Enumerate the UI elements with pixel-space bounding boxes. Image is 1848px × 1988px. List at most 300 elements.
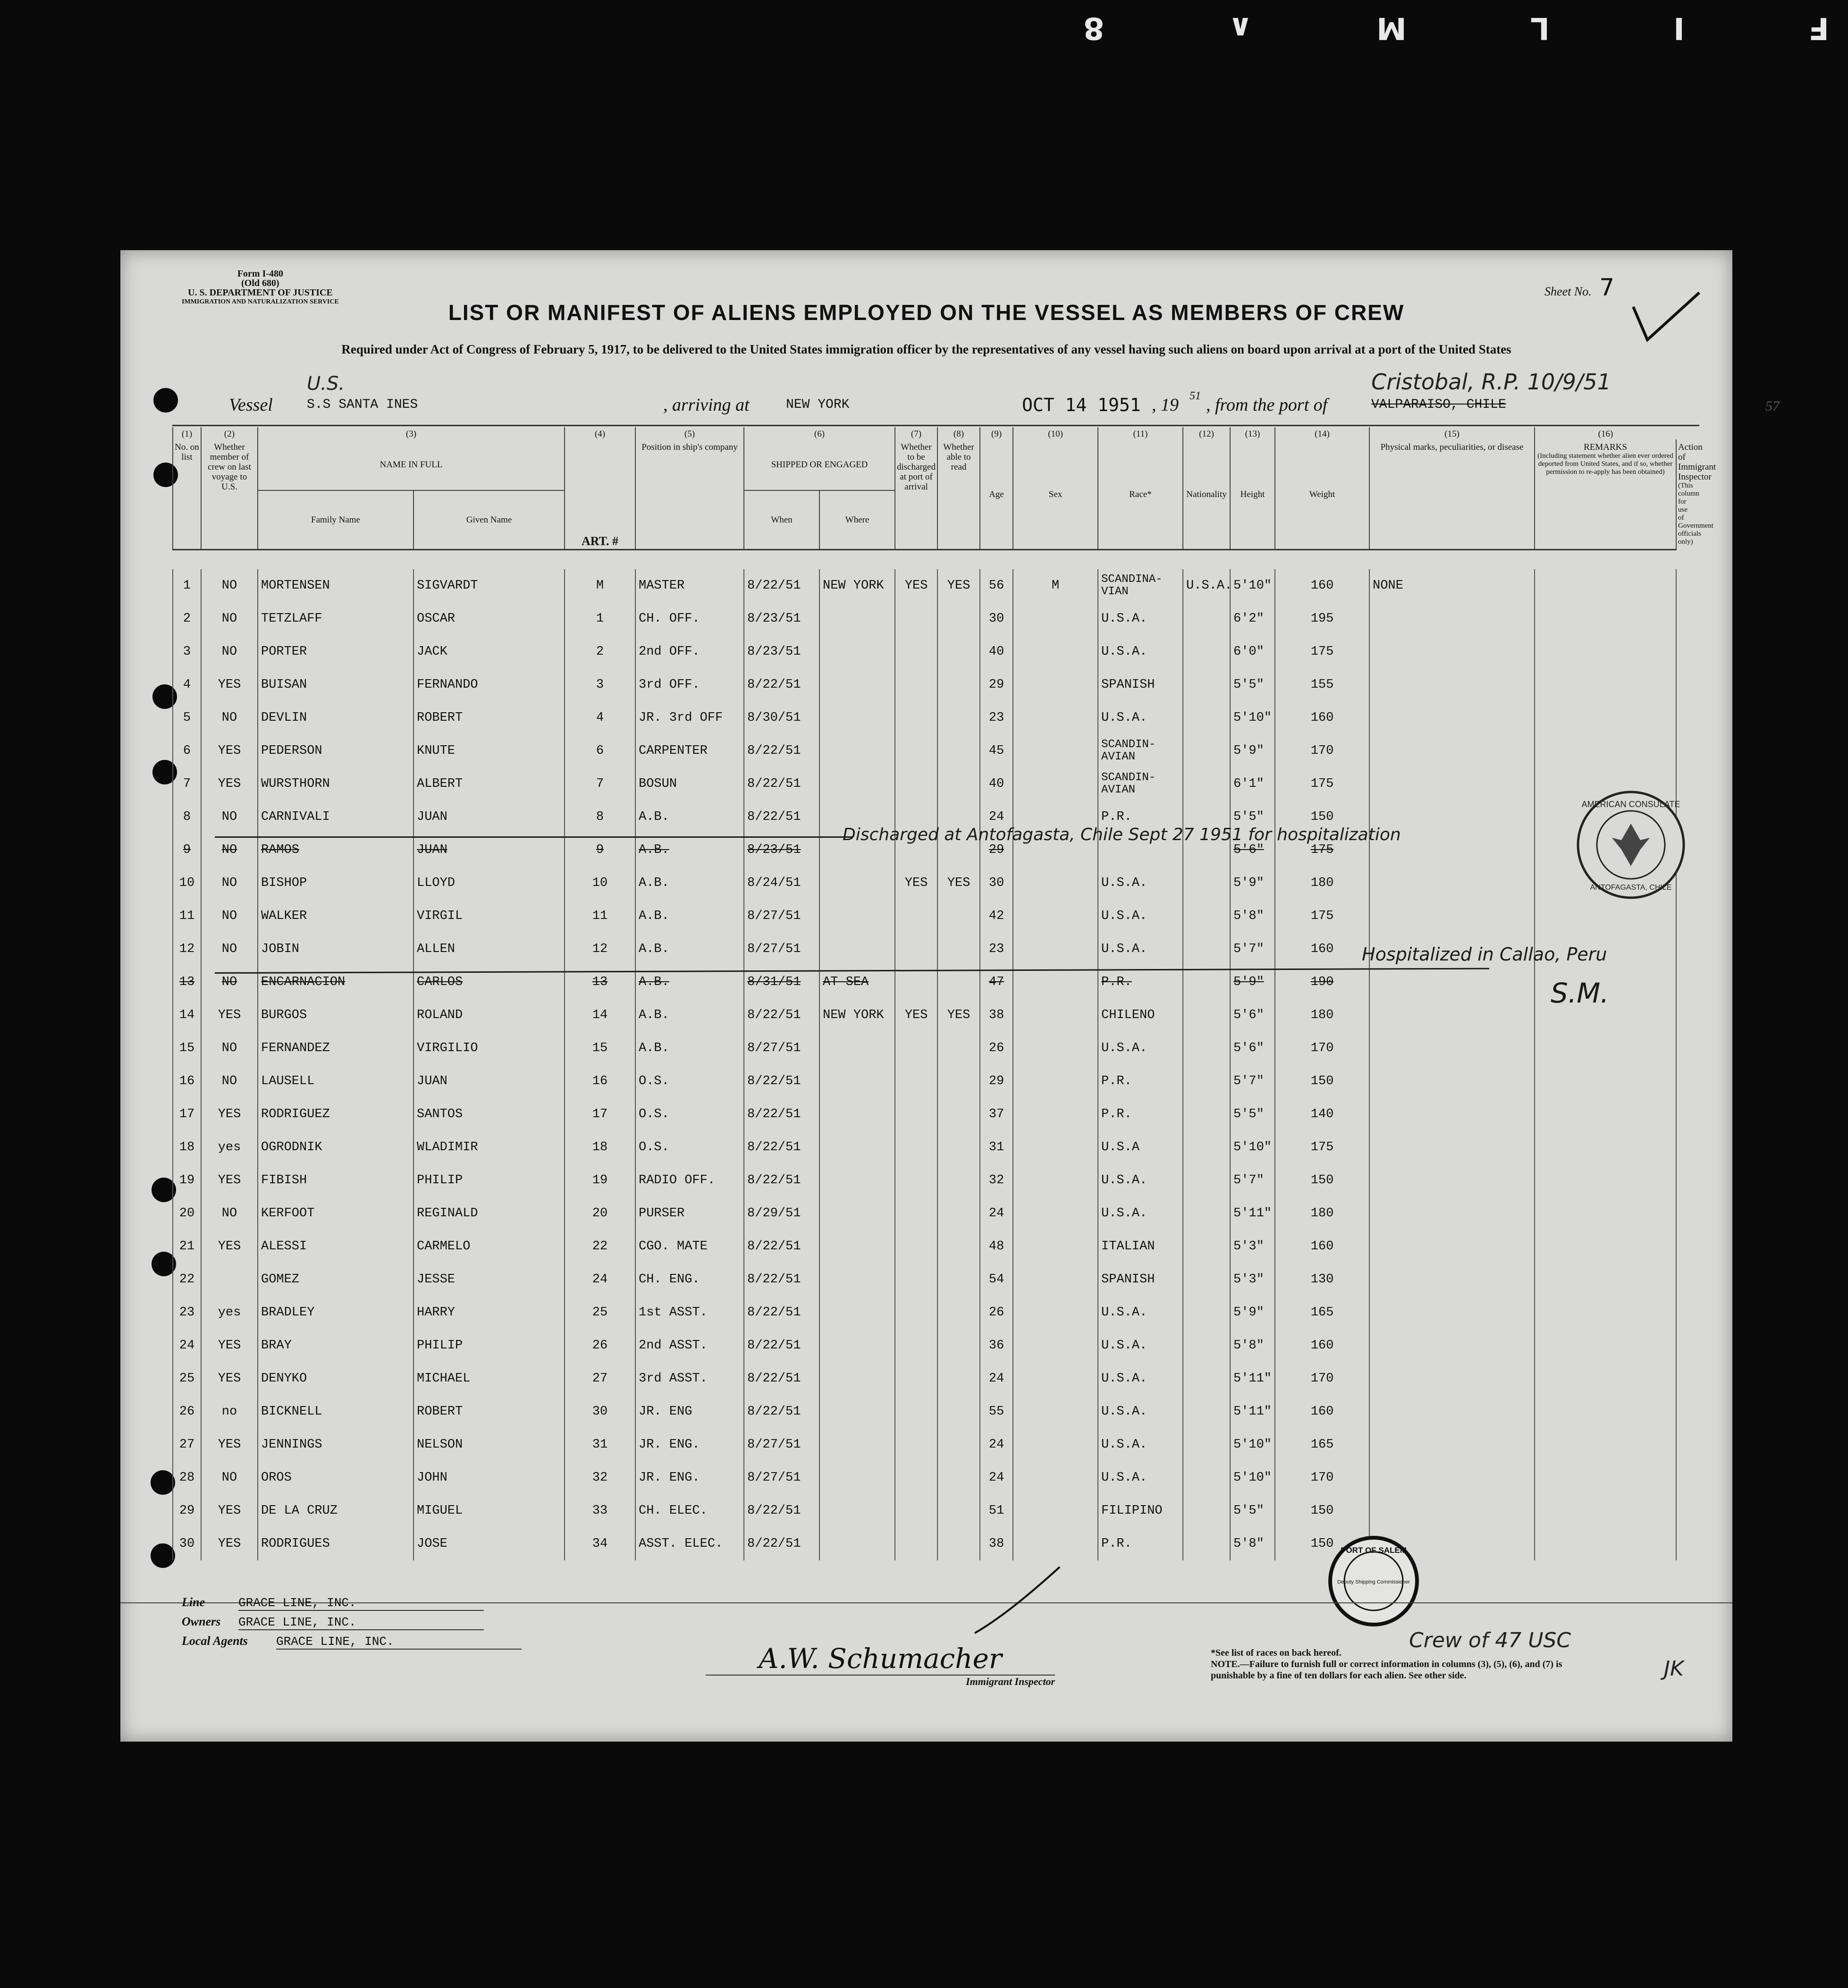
cell-given: ROLAND [413,999,565,1032]
cell-member: NO [201,867,258,900]
cell-given: JACK [413,635,565,668]
table-row [173,1230,1676,1263]
cell-remarks [1535,900,1676,933]
cell-nat [1183,933,1230,966]
cell-no: 15 [173,1032,201,1065]
cell-family: JENNINGS [258,1428,413,1461]
cell-physical [1369,668,1535,701]
cell-member: YES [201,1329,258,1362]
cell-height: 5'3" [1230,1230,1275,1263]
cell-nat: U.S.A. [1183,569,1230,602]
cell-physical [1369,1230,1535,1263]
cell-read [937,1131,980,1164]
cell-weight: 160 [1275,1395,1369,1428]
cell-no: 7 [173,767,201,800]
cell-disch [895,701,937,734]
cell-given: PHILIP [413,1164,565,1197]
cell-read [937,701,980,734]
cell-physical [1369,1032,1535,1065]
cell-sex [1013,1527,1098,1560]
cell-given: VIRGIL [413,900,565,933]
cell-age: 47 [980,966,1013,999]
cell-member: NO [201,1197,258,1230]
cell-disch [895,1164,937,1197]
cell-art: 26 [565,1329,635,1362]
cell-age: 36 [980,1329,1013,1362]
cell-read [937,1296,980,1329]
cell-when: 8/22/51 [744,1065,819,1098]
cell-art: 31 [565,1428,635,1461]
crew-manifest-table: (1) (2) (3) (4) (5) (6) (7) (8) (9) (10) (11) (12) (13) (14) (15) (16) No. on list Whether member of crew on last voyage to U.S. NAME IN FULL ART. # Position in ship's company SHIPPED OR ENGAGED Whether to be discharged at port of arrival Whether able to read Age Sex Race* Nationality Height Weight Physical marks, peculiarities, or disease REMARKS (Including statement whether alien ever ordered deported from United States, and if so, whether permission to re-apply has been obtained) Action of Immigrant Inspector (This column for use of Government officials only) Family Name Given Name When Where 1 NO MORTENSEN SIGVARDT M MASTER 8/22/51 NEW YORK YES YES 56 M SCANDINA-VIAN U.S.A. 5'10" 160 NONE 2 NO TETZLAFF OSCAR 1 CH. OFF. 8/23/51 30 U.S.A. 6'2" 195 3 NO PORTER JACK 2 2nd OFF. 8/23/51 40 U.S.A. 6'0" 175 4 YES BUISAN FERNANDO 3 3rd OFF. 8/22/51 29 SPANISH 5'5" 155 5 NO DEVLIN ROBERT 4 JR. 3rd OFF 8/30/51 23 U.S.A. 5'10" 160 6 YES PEDERSON KNUTE 6 CARPENTER 8/22/51 45 SCANDIN-AVIAN 5'9" 170 7 YES WURSTHORN ALBERT 7 BOSUN 8/22/51 40 SCANDIN-AVIAN 6'1" 175 8 NO CARNIVALI JUAN 8 A.B. 8/22/51 24 P.R. 5'5" 150 9 NO RAMOS JUAN 9 A.B. 8/23/51 29 5'6" 175 10 NO BISHOP LLOYD 10 A.B. 8/24/51 YES YES 30 U.S.A. 5'9" 180 11 NO WALKER VIRGIL 11 A.B. 8/27/51 42 U.S.A. 5'8" 175 12 NO JOBIN ALLEN 12 A.B. 8/27/51 23 U.S.A. 5'7" 160 13 NO ENCARNACION CARLOS 13 A.B. 8/31/51 AT SEA 47 P.R. 5'9" 190 14 YES BURGOS ROLAND 14 A.B. 8/22/51 NEW YORK YES YES 38 CHILENO 5'6" 180 15 NO FERNANDEZ VIRGILIO 15 A.B. 8/27/51 26 U.S.A. 5'6" 170 16 NO LAUSELL JUAN 16 O.S. 8/22/51 29 P.R. 5'7" 150 17 YES RODRIGUEZ SANTOS 17 O.S. 8/22/51 37 P.R. 5'5" 140 18 yes OGRODNIK WLADIMIR 18 O.S. 8/22/51 31 U.S.A 5'10" 175 19 YES FIBISH PHILIP 19 RADIO OFF. 8/22/51 32 U.S.A. 5'7" 150 20 NO KERFOOT REGINALD 20 PURSER 8/29/51 24 U.S.A. 5'11" 180 21 YES ALESSI CARMELO 22 CGO. MATE 8/22/51 48 ITALIAN 5'3" 160 22 GOMEZ JESSE 24 CH. ENG. 8/22/51 54 SPANISH 5'3" 130 23 yes BRADLEY HARRY 25 1st ASST. 8/22/51 26 U.S.A. 5'9" 165 24 YES BRAY PHILIP 26 2nd ASST. 8/22/51 36 U.S.A. 5'8" 160 25 YES DENYKO MICHAEL 27 3rd ASST. 8/22/51 24 U.S.A. 5'11" 170 26 no BICKNELL ROBERT 30 JR. ENG 8/22/51 55 U.S.A. 5'11" 160 27 YES JENNINGS NELSON 31 JR. ENG. 8/27/51 24 U.S.A. 5'10" 165 28 NO OROS JOHN 32 JR. ENG. 8/27/51 24 U.S.A. 5'10" 170 29 YES DE LA CRUZ MIGUEL 33 CH. ELEC. 8/22/51 51 FILIPINO 5'5" 150 30 YES RODRIGUES JOSE 34 ASST. ELEC. 8/22/51 38 P.R. 5'8" 150 [172,427,1676,1560]
cell-weight: 170 [1275,734,1369,767]
cell-no: 6 [173,734,201,767]
cell-given: SIGVARDT [413,569,565,602]
cell-no: 28 [173,1461,201,1494]
cell-sex [1013,1428,1098,1461]
cell-member: YES [201,1098,258,1131]
cell-age: 24 [980,1461,1013,1494]
cell-read [937,1032,980,1065]
col-weight: Weight [1275,439,1369,550]
cell-race: P.R. [1098,1527,1183,1560]
col-where: Where [819,490,895,549]
cell-position: 2nd ASST. [635,1329,744,1362]
cell-physical [1369,1494,1535,1527]
cell-remarks [1535,1065,1676,1098]
cell-art: 14 [565,999,635,1032]
cell-read [937,1197,980,1230]
cell-sex [1013,867,1098,900]
vessel-name: S.S SANTA INES [307,397,418,412]
cell-disch [895,734,937,767]
cell-physical [1369,867,1535,900]
cell-position: JR. ENG [635,1395,744,1428]
year-suffix: 51 [1190,390,1201,402]
cell-disch [895,1527,937,1560]
cell-age: 26 [980,1032,1013,1065]
cell-position: A.B. [635,900,744,933]
cell-when: 8/29/51 [744,1197,819,1230]
cell-nat [1183,1164,1230,1197]
cell-member: NO [201,701,258,734]
cell-physical [1369,1362,1535,1395]
cell-race: SPANISH [1098,1263,1183,1296]
col-read: Whether able to read [937,439,980,550]
cell-position: A.B. [635,834,744,867]
from-port-struck: VALPARAISO, CHILE [1371,397,1506,412]
cell-disch [895,1296,937,1329]
cell-given: FERNANDO [413,668,565,701]
cell-disch [895,1098,937,1131]
cell-family: FIBISH [258,1164,413,1197]
cell-physical [1369,966,1535,999]
cell-position: CH. OFF. [635,602,744,635]
cell-art: 27 [565,1362,635,1395]
cell-read [937,767,980,800]
cell-sex [1013,933,1098,966]
cell-race: U.S.A. [1098,602,1183,635]
cell-physical [1369,999,1535,1032]
cell-family: BICKNELL [258,1395,413,1428]
cell-race: U.S.A. [1098,1362,1183,1395]
cell-remarks [1535,1197,1676,1230]
cell-height: 5'7" [1230,1065,1275,1098]
cell-given: JOHN [413,1461,565,1494]
cell-where [819,1098,895,1131]
cell-race: P.R. [1098,966,1183,999]
vessel-hand-note: U.S. [307,373,345,395]
cell-family: ALESSI [258,1230,413,1263]
cell-sex [1013,1230,1098,1263]
cell-read: YES [937,569,980,602]
arriving-port: NEW YORK [786,397,850,412]
col-height: Height [1230,439,1275,550]
cell-age: 24 [980,1197,1013,1230]
cell-physical [1369,1197,1535,1230]
cell-physical [1369,1461,1535,1494]
cell-family: WURSTHORN [258,767,413,800]
cell-where [819,1362,895,1395]
cell-member: YES [201,1164,258,1197]
cell-member: YES [201,999,258,1032]
cell-member: NO [201,569,258,602]
cell-family: WALKER [258,900,413,933]
cell-race: U.S.A. [1098,900,1183,933]
cell-nat [1183,701,1230,734]
cell-race: SCANDIN-AVIAN [1098,734,1183,767]
cell-where [819,867,895,900]
cell-weight: 160 [1275,569,1369,602]
cell-disch [895,1263,937,1296]
cell-height: 5'11" [1230,1197,1275,1230]
cell-art: 7 [565,767,635,800]
cell-height: 5'5" [1230,1494,1275,1527]
cell-member: YES [201,668,258,701]
cell-nat [1183,1230,1230,1263]
cell-art: 9 [565,834,635,867]
cell-given: MIGUEL [413,1494,565,1527]
cell-physical [1369,1098,1535,1131]
page-code: 57 [1765,398,1780,414]
cell-age: 55 [980,1395,1013,1428]
cell-nat [1183,999,1230,1032]
cell-age: 38 [980,1527,1013,1560]
cell-family: CARNIVALI [258,800,413,834]
col-nationality: Nationality [1183,439,1230,550]
cell-remarks [1535,1230,1676,1263]
port-seal [1326,1534,1421,1628]
cell-sex [1013,1395,1098,1428]
cell-weight: 150 [1275,1527,1369,1560]
cell-physical [1369,1428,1535,1461]
cell-height: 5'10" [1230,1461,1275,1494]
cell-nat [1183,1032,1230,1065]
inspector-signature: A.W. Schumacher Immigrant Inspector [706,1643,1055,1688]
cell-art: 19 [565,1164,635,1197]
row13-annotation: Hospitalized in Callao, Peru [1362,944,1607,965]
punch-hole [153,388,178,413]
cell-no: 22 [173,1263,201,1296]
cell-sex [1013,767,1098,800]
cell-remarks [1535,1164,1676,1197]
cell-remarks [1535,1527,1676,1560]
cell-no: 21 [173,1230,201,1263]
cell-remarks [1535,1395,1676,1428]
table-row [173,569,1676,602]
cell-height: 5'5" [1230,800,1275,834]
cell-family: JOBIN [258,933,413,966]
cell-member: NO [201,800,258,834]
cell-read [937,1362,980,1395]
cell-member: YES [201,767,258,800]
cell-remarks [1535,635,1676,668]
cell-position: 3rd ASST. [635,1362,744,1395]
cell-family: BRAY [258,1329,413,1362]
cell-no: 12 [173,933,201,966]
cell-remarks [1535,602,1676,635]
col-age: Age [980,439,1013,550]
consulate-seal [1574,788,1688,901]
cell-race: SCANDIN-AVIAN [1098,767,1183,800]
cell-weight: 190 [1275,966,1369,999]
cell-member: NO [201,900,258,933]
cell-art: 13 [565,966,635,999]
cell-no: 13 [173,966,201,999]
cell-no: 20 [173,1197,201,1230]
reviewer-initials: JK [1664,1657,1684,1681]
cell-when: 8/24/51 [744,867,819,900]
cell-given: VIRGILIO [413,1032,565,1065]
cell-nat [1183,1428,1230,1461]
cell-read [937,1065,980,1098]
cell-given: JOSE [413,1527,565,1560]
cell-art: 17 [565,1098,635,1131]
cell-given: JUAN [413,800,565,834]
table-row [173,1065,1676,1098]
cell-physical [1369,900,1535,933]
cell-position: CARPENTER [635,734,744,767]
cell-disch [895,1032,937,1065]
table-row [173,1131,1676,1164]
cell-art: 22 [565,1230,635,1263]
cell-given: JUAN [413,1065,565,1098]
table-row [173,767,1676,800]
cell-given: JESSE [413,1263,565,1296]
cell-when: 8/27/51 [744,900,819,933]
row9-strike-line [215,836,852,838]
form-id: Form I-480 (Old 680) U. S. DEPARTMENT OF JUSTICE IMMIGRATION AND NATURALIZATION SERVICE [182,269,339,305]
cell-art: 6 [565,734,635,767]
cell-no: 14 [173,999,201,1032]
cell-position: BOSUN [635,767,744,800]
table-row [173,734,1676,767]
cell-age: 54 [980,1263,1013,1296]
cell-family: MORTENSEN [258,569,413,602]
table-row [173,1197,1676,1230]
cell-art: 20 [565,1197,635,1230]
cell-disch [895,1230,937,1263]
cell-weight: 160 [1275,701,1369,734]
table-row [173,1494,1676,1527]
cell-art: 1 [565,602,635,635]
cell-given: KNUTE [413,734,565,767]
cell-family: RODRIGUES [258,1527,413,1560]
cell-when: 8/22/51 [744,569,819,602]
cell-weight: 170 [1275,1032,1369,1065]
cell-member [201,1263,258,1296]
cell-where [819,602,895,635]
table-row [173,1362,1676,1395]
table-row [173,1263,1676,1296]
cell-sex [1013,1296,1098,1329]
cell-age: 37 [980,1098,1013,1131]
cell-when: 8/31/51 [744,966,819,999]
cell-weight: 130 [1275,1263,1369,1296]
cell-nat [1183,1461,1230,1494]
cell-family: DE LA CRUZ [258,1494,413,1527]
cell-position: O.S. [635,1065,744,1098]
cell-no: 27 [173,1428,201,1461]
cell-art: 16 [565,1065,635,1098]
cell-physical [1369,1296,1535,1329]
row9-annotation: Discharged at Antofagasta, Chile Sept 27 1951 for hospitalization [843,825,1401,844]
cell-member: yes [201,1296,258,1329]
cell-sex [1013,1065,1098,1098]
cell-height: 5'11" [1230,1362,1275,1395]
cell-nat [1183,1296,1230,1329]
cell-read [937,1428,980,1461]
cell-where [819,1395,895,1428]
cell-read [937,668,980,701]
col-physical: Physical marks, peculiarities, or disease [1369,439,1535,550]
cell-art: 4 [565,701,635,734]
table-row [173,1164,1676,1197]
cell-age: 30 [980,867,1013,900]
cell-no: 29 [173,1494,201,1527]
cell-no: 3 [173,635,201,668]
cell-remarks [1535,734,1676,767]
table-row [173,867,1676,900]
cell-disch [895,1461,937,1494]
cell-sex [1013,701,1098,734]
cell-given: OSCAR [413,602,565,635]
cell-art: 34 [565,1527,635,1560]
cell-remarks [1535,1098,1676,1131]
cell-weight: 175 [1275,767,1369,800]
cell-when: 8/22/51 [744,1362,819,1395]
cell-sex [1013,1461,1098,1494]
cell-age: 51 [980,1494,1013,1527]
cell-physical [1369,734,1535,767]
cell-where [819,1296,895,1329]
cell-family: BURGOS [258,999,413,1032]
cell-height: 5'6" [1230,999,1275,1032]
page-subtitle: Required under Act of Congress of February 5, 1917, to be delivered to the United States immigration officer by the representatives of any vessel having such aliens on board upon arrival at a port of the United States [341,342,1511,356]
cell-physical [1369,635,1535,668]
col-when: When [744,490,819,549]
cell-position: CH. ENG. [635,1263,744,1296]
cell-nat [1183,900,1230,933]
cell-age: 45 [980,734,1013,767]
cell-sex [1013,668,1098,701]
cell-race: SCANDINA-VIAN [1098,569,1183,602]
cell-height: 5'10" [1230,569,1275,602]
cell-family: RAMOS [258,834,413,867]
cell-height: 6'0" [1230,635,1275,668]
cell-position: JR. ENG. [635,1461,744,1494]
cell-family: OROS [258,1461,413,1494]
col-shipped: SHIPPED OR ENGAGED [744,439,895,490]
cell-age: 23 [980,933,1013,966]
cell-height: 5'8" [1230,1329,1275,1362]
cell-nat [1183,867,1230,900]
cell-member: NO [201,966,258,999]
cell-age: 31 [980,1131,1013,1164]
cell-race: U.S.A. [1098,1329,1183,1362]
col-race: Race* [1098,439,1183,550]
cell-when: 8/22/51 [744,1164,819,1197]
cell-height: 5'7" [1230,1164,1275,1197]
cell-weight: 175 [1275,1131,1369,1164]
cell-race: U.S.A. [1098,1032,1183,1065]
cell-weight: 150 [1275,1065,1369,1098]
cell-no: 16 [173,1065,201,1098]
cell-weight: 150 [1275,1164,1369,1197]
from-port-hand: Cristobal, R.P. 10/9/51 [1371,369,1611,395]
cell-where: NEW YORK [819,999,895,1032]
cell-height: 5'6" [1230,1032,1275,1065]
svg-text:AMERICAN CONSULATE: AMERICAN CONSULATE [1581,800,1680,809]
cell-physical [1369,602,1535,635]
cell-nat [1183,1527,1230,1560]
cell-art: 10 [565,867,635,900]
cell-read: YES [937,867,980,900]
voyage-line [229,369,1780,415]
cell-position: A.B. [635,1032,744,1065]
cell-race: FILIPINO [1098,1494,1183,1527]
cell-disch: YES [895,999,937,1032]
cell-given: LLOYD [413,867,565,900]
cell-position: RADIO OFF. [635,1164,744,1197]
cell-age: 40 [980,635,1013,668]
cell-where: AT SEA [819,966,895,999]
cell-no: 2 [173,602,201,635]
cell-sex: M [1013,569,1098,602]
cell-family: DENYKO [258,1362,413,1395]
cell-when: 8/22/51 [744,1296,819,1329]
cell-nat [1183,734,1230,767]
arriving-label: , arriving at [663,395,750,415]
cell-remarks [1535,1263,1676,1296]
cell-weight: 180 [1275,999,1369,1032]
cell-where [819,1329,895,1362]
cell-no: 4 [173,668,201,701]
cell-no: 26 [173,1395,201,1428]
cell-where: NEW YORK [819,569,895,602]
svg-text:ANTOFAGASTA, CHILE: ANTOFAGASTA, CHILE [1590,884,1672,892]
cell-when: 8/27/51 [744,933,819,966]
cell-given: HARRY [413,1296,565,1329]
cell-art: M [565,569,635,602]
cell-no: 9 [173,834,201,867]
cell-height: 5'7" [1230,933,1275,966]
cell-given: NELSON [413,1428,565,1461]
cell-read [937,900,980,933]
crew-count-note: Crew of 47 USC [1409,1628,1571,1652]
cell-member: NO [201,933,258,966]
cell-weight: 175 [1275,834,1369,867]
cell-weight: 160 [1275,1230,1369,1263]
